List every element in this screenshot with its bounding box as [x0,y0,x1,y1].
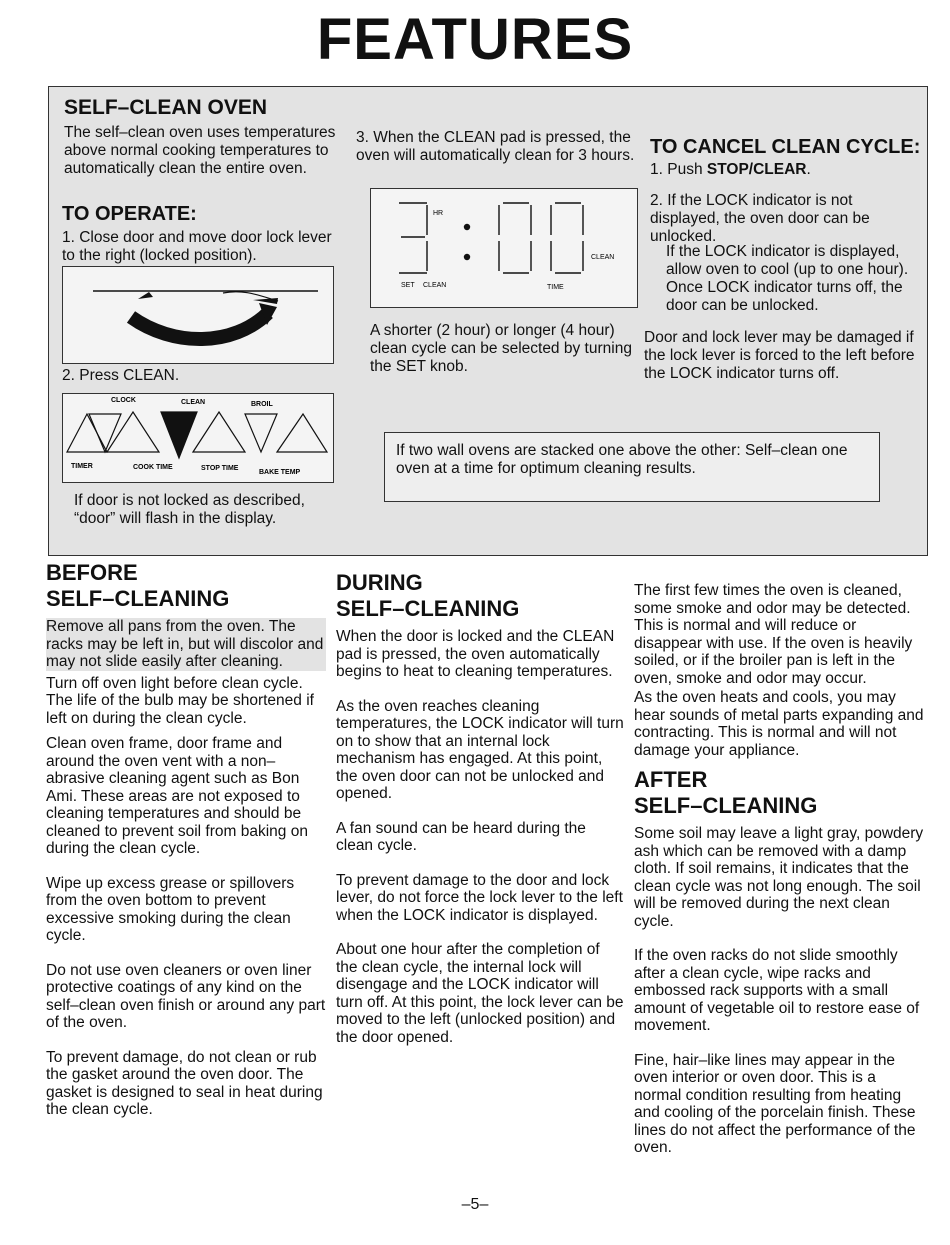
pad-baketemp-triangle [277,414,327,452]
self-clean-intro: The self–clean oven uses temperatures above normal cooking temperatures to automatically clean the entire oven. [64,124,336,177]
clean-display-illustration [370,188,638,308]
operate-step-2: 2. Press CLEAN. [62,367,180,384]
after-p2: If the oven racks do not slide smoothly after a clean cycle, wipe racks and embossed rack supports with a small amount of vegetable oil to restore ease of movement. [634,947,920,1034]
display-colon-top [464,224,470,230]
during-p5: About one hour after the completion of the clean cycle, the internal lock will disengage and the LOCK indicator will turn off. At this point, the lock lever can be moved to the left (unlocked position) and the door opened. [336,941,624,1046]
before-p4: Wipe up excess grease or spillovers from the oven bottom to prevent excessive smoking during the clean cycle. [46,874,295,944]
pad-broil-triangle [245,414,277,452]
during-self-cleaning-column [336,570,624,1063]
pad-label-cook-time: COOK TIME [133,464,173,471]
operate-step-1: 1. Close door and move door lock lever to the right (locked position). [62,229,332,264]
before-p1: Remove all pans from the oven. The racks may be left in, but will discolor and may not slide easily after cleaning. [46,618,326,671]
stop-clear-label: STOP/CLEAR [706,161,807,178]
cancel-step-1 [650,161,811,179]
pad-label-timer: TIMER [71,463,93,470]
control-pad-illustration [62,393,334,483]
display-colon-bottom [464,254,470,260]
cancel-step-1-prefix: 1. Push [650,161,707,178]
self-clean-heading: SELF–CLEAN OVEN [64,96,268,119]
display-time-label: TIME [547,284,564,291]
pad-label-clean: CLEAN [181,399,206,406]
during-p7: As the oven heats and cools, you may hear sounds of metal parts expanding and contracting. This is normal and will not damage your appliance. [634,689,924,759]
operate-step-3: 3. When the CLEAN pad is pressed, the oven will automatically clean for 3 hours. [356,129,635,164]
cancel-warning: Door and lock lever may be damaged if the lock lever is forced to the left before the LOCK indicator turns off. [644,329,915,382]
after-self-cleaning-column [634,582,926,1174]
door-not-locked-note: If door is not locked as described, “door” will flash in the display. [74,492,305,527]
before-p5: Do not use oven cleaners or oven liner protective coatings of any kind on the self–clean oven finish or around any part of the oven. [46,961,326,1031]
during-heading-line2: SELF–CLEANING [336,596,520,621]
display-clean-small-label: CLEAN [423,282,447,289]
pad-label-stop-time: STOP TIME [201,465,239,472]
after-p3: Fine, hair–like lines may appear in the oven interior or oven door. This is a normal condition resulting from heating and cooling of the porcelain finish. These lines do not affect the performance of the oven. [634,1051,916,1156]
before-heading-line1: BEFORE [46,560,138,585]
to-operate-heading: TO OPERATE: [62,203,197,225]
page-number: –5– [461,1196,489,1213]
before-p2: Turn off oven light before clean cycle. The life of the bulb may be shortened if left on during the clean cycle. [46,674,314,727]
cancel-step-2: 2. If the LOCK indicator is not displayed, the oven door can be unlocked. [650,192,870,245]
after-heading-line2: SELF–CLEANING [634,793,818,818]
display-hr-label: HR [433,210,444,217]
pad-cooktime-triangle [107,412,159,452]
page-title: FEATURES [316,7,634,72]
during-p1: When the door is locked and the CLEAN pad is pressed, the oven automatically begins to heat to cleaning temperatures. [336,628,615,680]
during-p3: A fan sound can be heard during the clean cycle. [336,819,586,854]
display-digit-0-first [499,203,531,273]
cancel-clean-heading: TO CANCEL CLEAN CYCLE: [650,136,921,158]
before-p6: To prevent damage, do not clean or rub the gasket around the oven door. The gasket is designed to seal in heat during the clean cycle. [46,1048,323,1118]
before-p3: Clean oven frame, door frame and around the oven vent with a non–abrasive cleaning agent such as Bon Ami. These areas are not exposed to cleaning temperatures and should be cleaned to prevent soil from baking on during the clean cycle. [46,735,308,857]
cancel-step-2b: If the LOCK indicator is displayed, allow oven to cool (up to one hour). Once LOCK indicator turns off, the door can be unlocked. [666,243,909,314]
stacked-ovens-note: If two wall ovens are stacked one above the other: Self–clean one oven at a time for optimum cleaning results. [396,442,848,477]
after-heading-line1: AFTER [634,767,708,792]
before-heading-line2: SELF–CLEANING [46,586,230,611]
after-p1: Some soil may leave a light gray, powdery ash which can be removed with a damp cloth. If soil remains, it indicates that the clean cycle was not long enough. The soil will be removed during the next clean cycle. [634,825,924,930]
pad-timer-triangle [67,414,107,452]
pad-clean-triangle [161,412,197,458]
pad-stoptime-triangle [193,412,245,452]
shorter-longer-note: A shorter (2 hour) or longer (4 hour) clean cycle can be selected by turning the SET knob. [370,322,632,375]
door-lock-illustration [62,266,334,364]
display-clean-label: CLEAN [591,254,615,261]
before-self-cleaning-column [46,560,326,1136]
pad-label-bake-temp: BAKE TEMP [259,469,301,476]
during-heading-line1: DURING [336,570,423,595]
display-digit-3 [399,203,427,273]
pad-label-broil: BROIL [251,401,273,408]
during-p6: The first few times the oven is cleaned, some smoke and odor may be detected. This is normal and will reduce or disappear with use. If the oven is heavily soiled, or if the broiler pan is left in the oven, smoke and odor may occur. [634,582,913,687]
pad-clock-triangle [89,414,121,452]
pad-label-clock: CLOCK [111,397,136,404]
display-set-label: SET [401,282,415,289]
during-p4: To prevent damage to the door and lock lever, do not force the lock lever to the left when the LOCK indicator is displayed. [336,871,623,924]
cancel-step-1-suffix: . [806,161,811,178]
display-digit-0-second [551,203,583,273]
door-lock-lever-icon [63,267,333,363]
during-p2: As the oven reaches cleaning temperatures, the LOCK indicator will turn on to show that an internal lock mechanism has engaged. At this point, the oven door can not be unlocked and opened. [336,697,624,802]
